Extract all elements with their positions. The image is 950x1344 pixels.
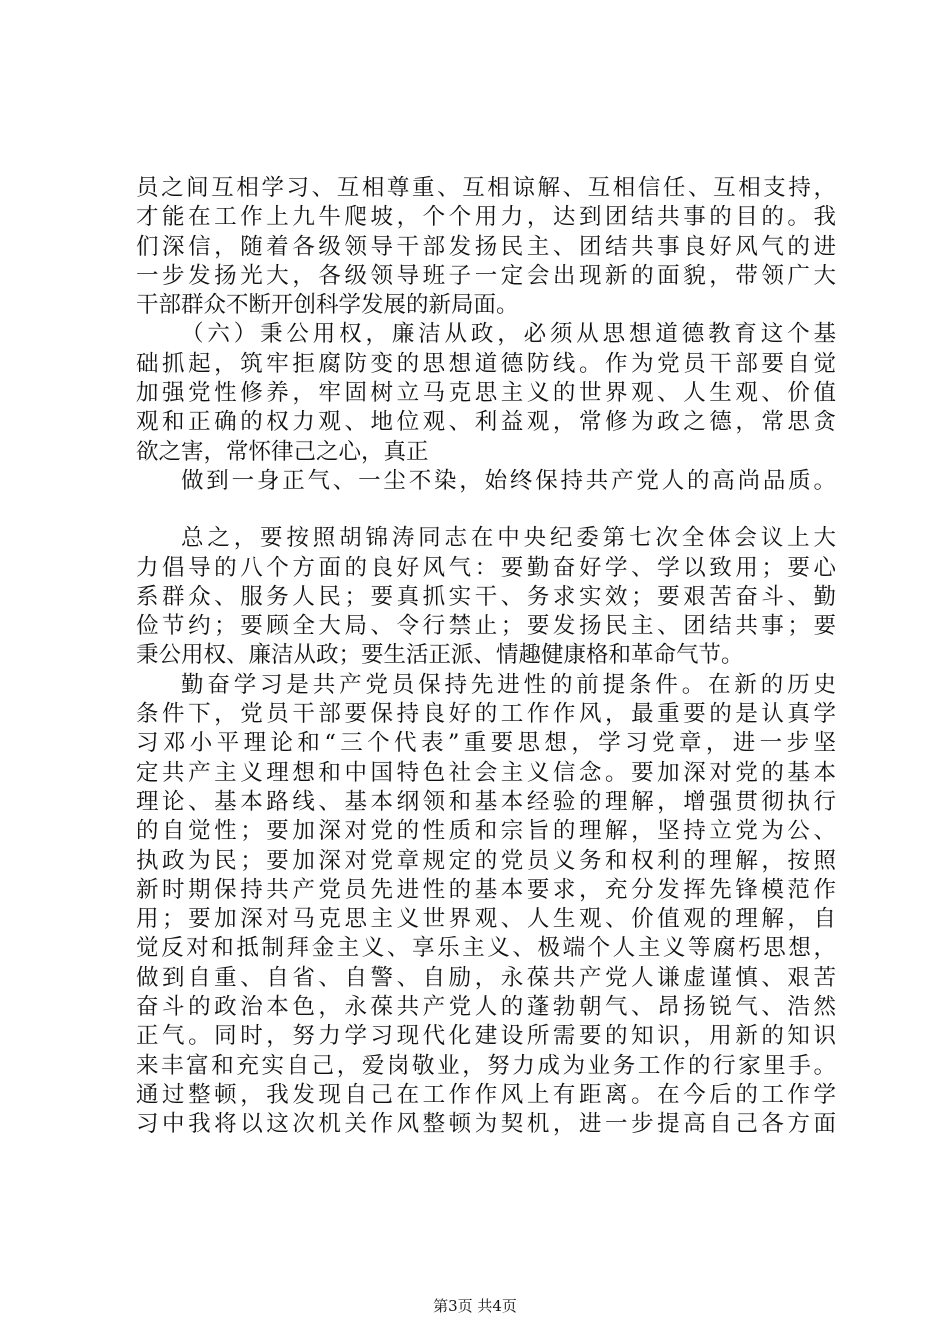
text-line: 条件下，党员干部要保持良好的工作作风，最重要的是认真学 (136, 701, 836, 728)
text-line: 总之，要按照胡锦涛同志在中央纪委第七次全体会议上大 (181, 525, 836, 552)
text-line: 观和正确的权力观、地位观、利益观，常修为政之德，常思贪 (136, 409, 836, 436)
paragraph-gap (136, 496, 836, 524)
text-line: 的自觉性；要加深对党的性质和宗旨的理解，坚持立党为公、 (136, 818, 836, 845)
text-line: 勤奋学习是共产党员保持先进性的前提条件。在新的历史 (181, 671, 836, 698)
text-line: 干部群众不断开创科学发展的新局面。 (136, 292, 519, 319)
paragraph-continuation (136, 174, 836, 320)
text-line: 定共产主义理想和中国特色社会主义信念。要加深对党的基本 (136, 759, 836, 786)
text-line: 来丰富和充实自己，爱岗敬业，努力成为业务工作的行家里手。 (136, 1052, 836, 1079)
text-line: 奋斗的政治本色，永葆共产党人的蓬勃朝气、昂扬锐气、浩然 (136, 994, 836, 1021)
text-line: 新时期保持共产党员先进性的基本要求，充分发挥先锋模范作 (136, 876, 836, 903)
text-line: 础抓起，筑牢拒腐防变的思想道德防线。作为党员干部要自觉 (136, 350, 836, 377)
document-body (136, 174, 836, 1140)
text-line: 员之间互相学习、互相尊重、互相谅解、互相信任、互相支持， (136, 175, 836, 201)
paragraph-study (136, 671, 836, 1140)
text-line: 通过整顿，我发现自己在工作作风上有距离。在今后的工作学 (136, 1081, 836, 1108)
paragraph-six (136, 320, 836, 466)
text-line: （六）秉公用权，廉洁从政，必须从思想道德教育这个基 (181, 321, 836, 348)
text-line: 力倡导的八个方面的良好风气：要勤奋好学、学以致用；要心 (136, 554, 836, 581)
text-line: 用；要加深对马克思主义世界观、人生观、价值观的理解，自 (136, 906, 836, 933)
text-line: 做到自重、自省、自警、自励，永葆共产党人谦虚谨慎、艰苦 (136, 964, 836, 991)
text-line: 习中我将以这次机关作风整顿为契机，进一步提高自己各方面 (136, 1111, 836, 1138)
text-line: 做到一身正气、一尘不染，始终保持共产党人的高尚品质。 (181, 467, 836, 494)
text-line: 才能在工作上九牛爬坡，个个用力，达到团结共事的目的。我 (136, 204, 836, 231)
text-line: 正气。同时，努力学习现代化建设所需要的知识，用新的知识 (136, 1023, 836, 1050)
text-line: 理论、基本路线、基本纲领和基本经验的理解，增强贯彻执行 (136, 788, 836, 815)
text-line: 加强党性修养，牢固树立马克思主义的世界观、人生观、价值 (136, 380, 836, 407)
page-number-footer: 第3页 共4页 (433, 1297, 517, 1315)
text-line: 俭节约；要顾全大局、令行禁止；要发扬民主、团结共事；要 (136, 613, 836, 640)
paragraph-integrity (136, 467, 836, 496)
text-line: 执政为民；要加深对党章规定的党员义务和权利的理解，按照 (136, 847, 836, 874)
text-line: 觉反对和抵制拜金主义、享乐主义、极端个人主义等腐朽思想， (136, 935, 836, 962)
text-line: 秉公用权、廉洁从政；要生活正派、情趣健康格和革命气节。 (136, 642, 744, 669)
text-line: 们深信，随着各级领导干部发扬民主、团结共事良好风气的进 (136, 233, 836, 260)
text-line: 系群众、服务人民；要真抓实干、务求实效；要艰苦奋斗、勤 (136, 583, 836, 610)
paragraph-summary (136, 524, 836, 670)
text-line: 一步发扬光大，各级领导班子一定会出现新的面貌，带领广大 (136, 262, 836, 289)
text-line: 习邓小平理论和“三个代表”重要思想，学习党章，进一步坚 (136, 730, 836, 757)
text-line: 欲之害，常怀律己之心，真正 (136, 438, 429, 465)
